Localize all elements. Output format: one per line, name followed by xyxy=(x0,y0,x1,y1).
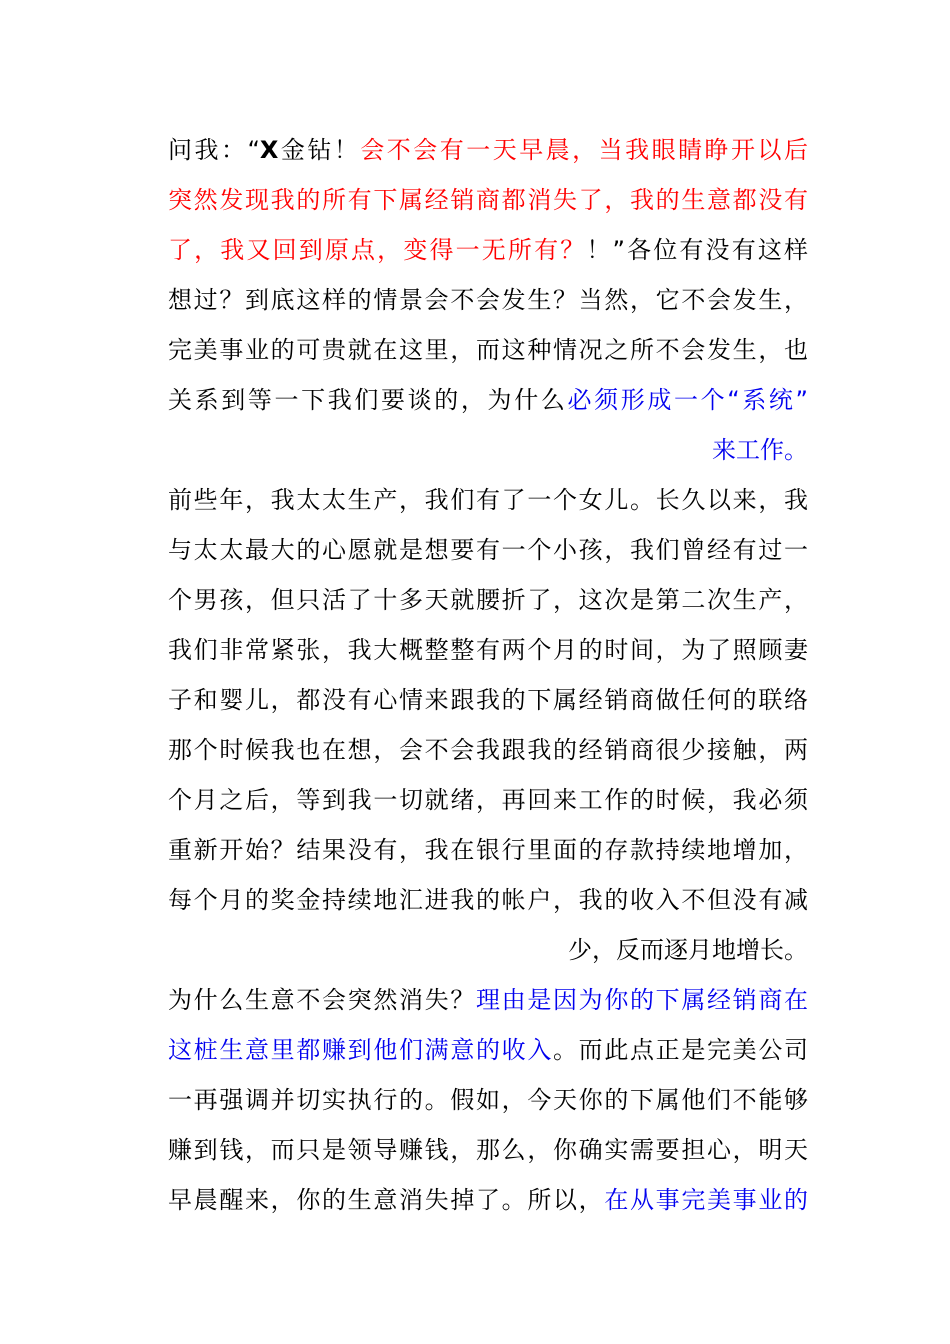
text-line xyxy=(168,425,808,475)
text-segment: 问我：“ xyxy=(168,136,260,164)
text-segment: 个月之后，等到我一切就绪，再回来工作的时候，我必须 xyxy=(168,786,808,814)
text-segment: 少，反而逐月地增长。 xyxy=(568,936,808,964)
text-segment: 那个时候我也在想，会不会我跟我的经销商很少接触，两 xyxy=(168,736,808,764)
text-line xyxy=(168,725,808,775)
text-line xyxy=(168,1125,808,1175)
text-line xyxy=(168,525,808,575)
text-segment: 这桩生意里都赚到他们满意的收入 xyxy=(168,1036,553,1064)
text-segment: 完美事业的可贵就在这里，而这种情况之所不会发生，也 xyxy=(168,336,808,364)
text-line xyxy=(168,175,808,225)
text-segment: ！”各位有没有这样 xyxy=(586,236,808,264)
text-line xyxy=(168,925,808,975)
text-line xyxy=(168,325,808,375)
text-segment: 我们非常紧张，我大概整整有两个月的时间，为了照顾妻 xyxy=(168,636,808,664)
text-segment: 突然发现我的所有下属经销商都消失了，我的生意都没有 xyxy=(168,186,808,214)
text-segment: 与太太最大的心愿就是想要有一个小孩，我们曾经有过一 xyxy=(168,536,808,564)
text-line xyxy=(168,975,808,1025)
text-line xyxy=(168,275,808,325)
text-segment: 在从事完美事业的 xyxy=(604,1186,808,1214)
text-segment: 一再强调并切实执行的。假如，今天你的下属他们不能够 xyxy=(168,1086,808,1114)
text-line xyxy=(168,675,808,725)
text-line xyxy=(168,375,808,425)
text-segment: 来工作。 xyxy=(712,436,808,464)
text-segment: 理由是因为你的下属经销商在 xyxy=(476,986,808,1014)
text-line xyxy=(168,625,808,675)
text-segment: 重新开始？结果没有，我在银行里面的存款持续地增加， xyxy=(168,836,808,864)
text-line xyxy=(168,1075,808,1125)
text-segment: 必须形成一个“系统” xyxy=(567,386,808,414)
text-line xyxy=(168,825,808,875)
text-segment: X xyxy=(259,136,279,164)
document-page xyxy=(168,125,808,1225)
text-line xyxy=(168,1175,808,1225)
text-segment: 为什么生意不会突然消失？ xyxy=(168,986,476,1014)
text-segment: 子和婴儿，都没有心情来跟我的下属经销商做任何的联络 xyxy=(168,686,808,714)
text-segment: 了，我又回到原点，变得一无所有？ xyxy=(168,236,587,264)
text-segment: 。而此点正是完美公司 xyxy=(553,1036,808,1064)
text-line xyxy=(168,775,808,825)
text-segment: 想过？到底这样的情景会不会发生？当然，它不会发生， xyxy=(168,286,808,314)
text-segment: 赚到钱，而只是领导赚钱，那么，你确实需要担心，明天 xyxy=(168,1136,808,1164)
text-segment: 金钻！ xyxy=(278,136,361,164)
text-segment: 每个月的奖金持续地汇进我的帐户，我的收入不但没有减 xyxy=(168,886,808,914)
text-line xyxy=(168,125,808,175)
text-line xyxy=(168,575,808,625)
text-line xyxy=(168,1025,808,1075)
text-line xyxy=(168,475,808,525)
text-line xyxy=(168,875,808,925)
text-segment: 关系到等一下我们要谈的，为什么 xyxy=(168,386,568,414)
text-segment: 早晨醒来，你的生意消失掉了。所以， xyxy=(168,1186,605,1214)
text-segment: 前些年，我太太生产，我们有了一个女儿。长久以来，我 xyxy=(168,486,808,514)
text-line xyxy=(168,225,808,275)
text-segment: 个男孩，但只活了十多天就腰折了，这次是第二次生产， xyxy=(168,586,808,614)
text-segment: 会不会有一天早晨，当我眼睛睁开以后 xyxy=(360,136,808,164)
